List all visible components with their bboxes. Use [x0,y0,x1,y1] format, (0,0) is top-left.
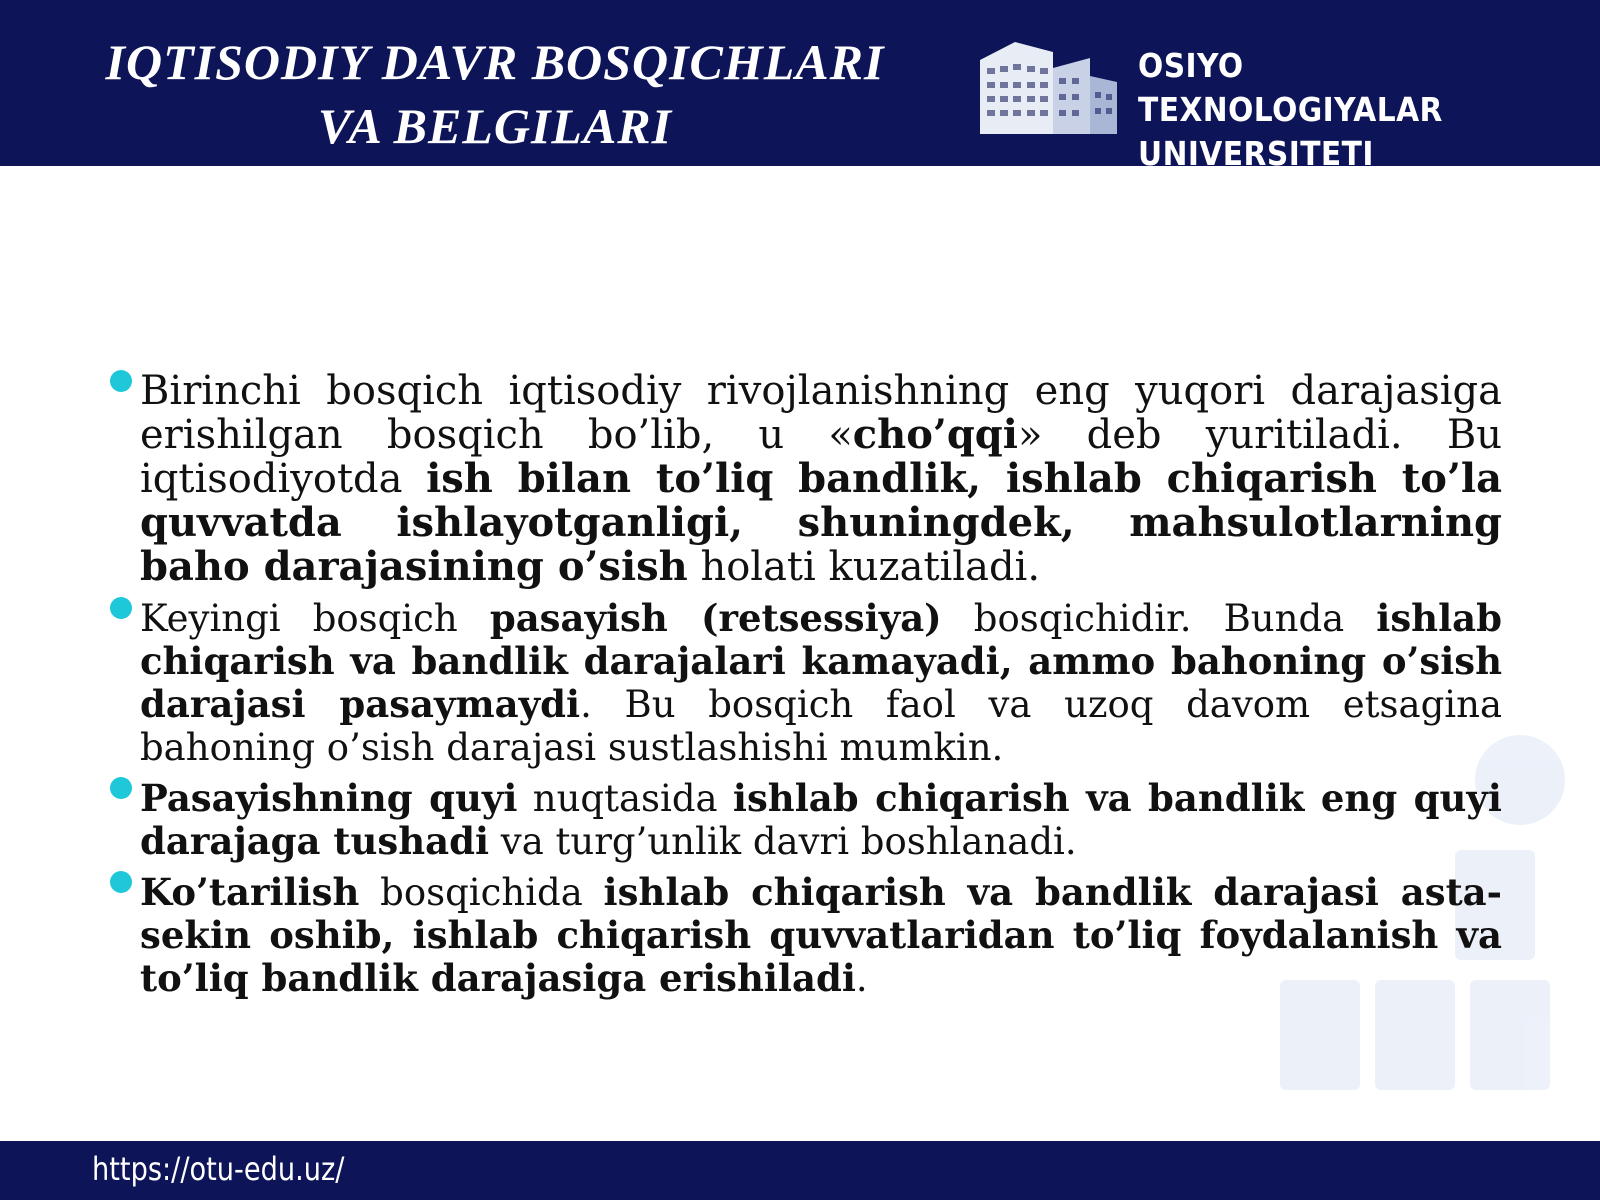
text-segment: va turg’unlik davri boshlanadi. [489,820,1077,863]
text-segment: Keyingi bosqich [140,597,490,640]
footer-bar [0,1141,1600,1200]
title-line-1: IQTISODIY DAVR BOSQICHLARI [105,34,885,90]
text-segment: bosqichidir. Bunda [941,597,1377,640]
university-name [1138,44,1554,176]
bold-text-segment: ishlab chiqarish va bandlik eng quyi darajaga tushadi [140,776,1502,863]
slide-title [60,30,930,158]
bold-text-segment: pasayish (retsessiya) [489,596,942,640]
bold-text-segment: cho’qqi [852,411,1018,458]
bullet-dot [110,777,132,799]
title-line-2: VA BELGILARI [317,98,673,154]
text-segment: . Bu bosqich faol va uzoq davom etsagina bahoning o’sish darajasi sustlashishi mumkin. [140,683,1503,769]
bullet-3-text [140,777,1502,863]
bullet-dot [110,871,132,893]
university-name-line-2: UNIVERSITETI [1138,134,1374,173]
building-icon [975,38,1120,138]
bullet-item-1 [110,370,1502,589]
text-segment: bosqichida [359,871,604,914]
text-segment: holati kuzatiladi. [687,544,1041,590]
bold-text-segment: ish bilan to’liq bandlik, ishlab chiqarish to’la quvvatda ishlayotganligi, shuningdek, mahsulotlarning baho darajasining o’sish [140,455,1502,590]
text-segment: » deb yuritiladi. Bu iqtisodiyotda [140,412,1502,502]
bullet-item-3 [110,777,1502,863]
bullet-1-text [140,368,1502,590]
header-bar [0,0,1600,173]
university-name-line-1: OSIYO TEXNOLOGIYALAR [1138,46,1443,129]
bullet-dot [110,597,132,619]
bold-text-segment: ishlab chiqarish va bandlik darajalari kamayadi, ammo bahoning o’sish darajasi pasaymaydi [140,596,1502,726]
bullet-list [110,370,1502,1008]
bold-text-segment: Ko’tarilish [140,870,360,914]
bullet-item-4 [110,871,1502,1000]
website-url[interactable]: https://otu-edu.uz/ [92,1150,345,1188]
bullet-4-text [140,871,1502,1000]
bold-text-segment: ishlab chiqarish va bandlik darajasi asta-sekin oshib, ishlab chiqarish quvvatlaridan to’liq foydalanish va to’liq bandlik darajasiga erishiladi [140,870,1502,1000]
text-segment: nuqtasida [517,777,733,820]
bullet-item-2 [110,597,1502,769]
bold-text-segment: Pasayishning quyi [140,776,518,820]
text-segment: . [855,957,868,1000]
text-segment: Birinchi bosqich iqtisodiy rivojlanishning eng yuqori darajasiga erishilgan bosqich bo’lib, u « [140,368,1502,458]
bullet-2-text [140,597,1502,769]
bullet-dot [110,370,132,392]
